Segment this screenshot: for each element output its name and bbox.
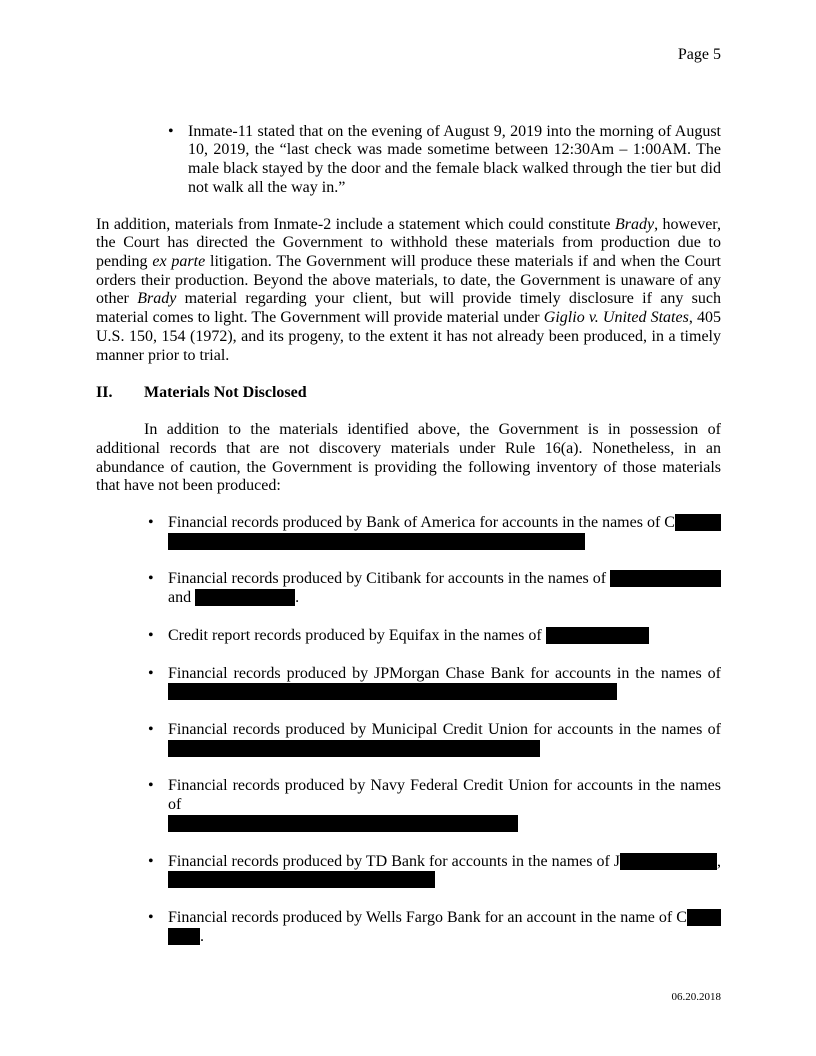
text-run: Financial records produced by Wells Fargo Bank for an account in the name of C	[168, 909, 687, 926]
text-run: Financial records produced by Navy Federal Credit Union for accounts in the names of	[168, 777, 721, 814]
bullet-icon: •	[148, 664, 154, 682]
italic-text: Brady	[137, 290, 177, 308]
bullet-icon: •	[148, 852, 154, 870]
italic-text: Brady	[614, 215, 655, 233]
redaction-box	[168, 533, 585, 550]
section-heading	[96, 384, 721, 403]
bullet-content	[168, 909, 721, 946]
text-run: Financial records produced by JPMorgan Chase Bank for accounts in the names of	[168, 664, 721, 682]
text-run: Financial records produced by Bank of America for accounts in the names of C	[168, 513, 675, 531]
bullet-line	[168, 909, 721, 928]
list-item	[148, 665, 721, 702]
bullet-line	[168, 683, 721, 702]
text-run: , 405 U.S. 150, 154 (1972), and its progeny, to the extent it has not already been produced, in a timely manner prior to trial.	[96, 309, 721, 364]
bullet-line	[168, 589, 721, 608]
bullet-line	[168, 570, 721, 589]
text-run: In addition, materials from Inmate-2 include a statement which could constitute	[96, 215, 615, 233]
bullet-icon: •	[148, 513, 154, 531]
redaction-box	[168, 740, 540, 757]
redaction-box	[168, 683, 617, 700]
bullet-line	[168, 514, 721, 533]
bullet-content	[168, 665, 721, 702]
bullet-line	[168, 721, 721, 740]
text-run: Financial records produced by Citibank for accounts in the names of	[168, 570, 611, 588]
italic-text: Giglio v. United States	[543, 309, 689, 327]
bullet-line	[168, 533, 721, 552]
list-item	[148, 909, 721, 946]
redaction-box	[168, 871, 435, 888]
text-run: Financial records produced by Municipal Credit Union for accounts in the names of	[168, 720, 721, 738]
section-number: II.	[96, 384, 113, 402]
bullet-content	[168, 853, 721, 890]
bullet-icon: •	[168, 122, 174, 140]
list-item	[148, 627, 721, 646]
list-item	[148, 853, 721, 890]
text-run: Financial records produced by TD Bank for accounts in the names of J	[168, 852, 621, 870]
paragraph-brady-disclosure	[96, 216, 721, 366]
list-item	[148, 721, 721, 758]
quote-list-item	[168, 123, 721, 198]
italic-text: ex parte	[152, 253, 206, 271]
paragraph-inventory-intro: In addition to the materials identified above, the Government is in possession of additional records that are not discovery materials under Rule 16(a). Nonetheless, in an abundance of caution, the Government is providing the following inventory of those materials that have not been produced:	[96, 421, 721, 495]
page-number: Page 5	[677, 46, 721, 63]
bullet-content	[168, 721, 721, 758]
text-run: Credit report records produced by Equifax in the names of	[168, 626, 546, 644]
redaction-box	[195, 589, 295, 606]
list-item	[148, 514, 721, 551]
bullet-content	[168, 777, 721, 833]
bullet-line	[168, 627, 721, 646]
bullet-line	[168, 777, 721, 814]
bullet-content	[168, 627, 721, 646]
bullet-content	[168, 570, 721, 607]
text-run: litigation. The Government will produce these materials if and when the Court orders their production. Beyond the above materials, to date, the Government is unaware of any other	[96, 253, 722, 308]
list-item	[148, 570, 721, 607]
text-run: material regarding your client, but will provide timely disclosure if any such material comes to light. The Government will provide material under	[96, 290, 721, 327]
bullet-line	[168, 815, 721, 834]
text-run: , however, the Court has directed the Government to withhold these materials from production due to pending	[96, 215, 721, 271]
text-run: ,	[717, 852, 721, 870]
text-run: and	[168, 589, 196, 607]
footer-date: 06.20.2018	[671, 991, 721, 1003]
bullet-line	[168, 871, 721, 890]
inmate-statement-text: Inmate-11 stated that on the evening of August 9, 2019 into the morning of August 10, 2019, the “last check was made sometime between 12:30Am – 1:00AM. The male black stayed by the door and the female black walked through the tier but did not walk all the way in.”	[188, 122, 721, 196]
bullet-line	[168, 740, 721, 759]
redaction-box	[687, 909, 721, 926]
bullet-icon: •	[148, 570, 154, 588]
text-run: .	[295, 589, 300, 607]
bullet-icon: •	[148, 909, 154, 926]
bullet-content	[168, 514, 721, 551]
redaction-box	[620, 853, 717, 870]
redaction-box	[546, 627, 649, 644]
bullet-line	[168, 928, 721, 947]
redaction-box	[168, 928, 200, 945]
text-run: .	[200, 927, 204, 945]
list-item	[148, 777, 721, 833]
redaction-box	[675, 514, 721, 531]
section-title: Materials Not Disclosed	[144, 384, 307, 402]
inventory-list	[148, 514, 721, 947]
redaction-box	[610, 570, 721, 587]
bullet-line	[168, 853, 721, 872]
redaction-box	[168, 815, 518, 832]
bullet-icon: •	[148, 720, 154, 738]
page-header	[96, 46, 721, 65]
bullet-icon: •	[148, 777, 154, 795]
bullet-line	[168, 665, 721, 684]
bullet-icon: •	[148, 626, 154, 644]
